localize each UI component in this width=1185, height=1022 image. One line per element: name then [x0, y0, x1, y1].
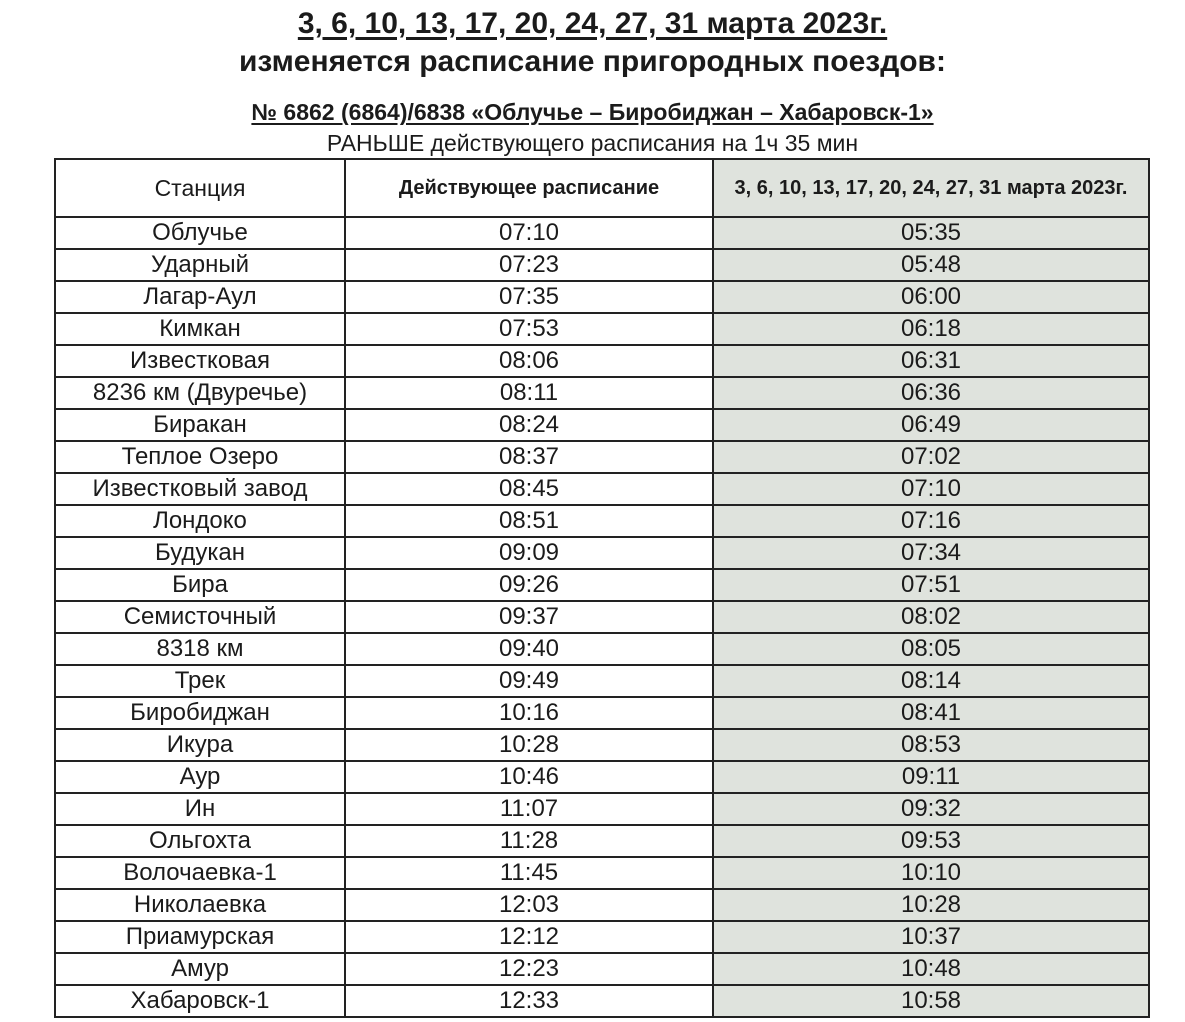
- station-cell: Семисточный: [55, 601, 345, 633]
- station-cell: Ольгохта: [55, 825, 345, 857]
- table-row: [55, 377, 1149, 409]
- current-time-cell: 12:23: [345, 953, 713, 985]
- table-row: [55, 953, 1149, 985]
- station-cell: Теплое Озеро: [55, 441, 345, 473]
- current-time-cell: 10:16: [345, 697, 713, 729]
- table-row: [55, 857, 1149, 889]
- current-time-cell: 10:46: [345, 761, 713, 793]
- station-cell: Известковый завод: [55, 473, 345, 505]
- table-row: [55, 217, 1149, 249]
- dates-title: 3, 6, 10, 13, 17, 20, 24, 27, 31 марта 2023г.: [297, 7, 888, 40]
- new-time-cell: 06:18: [713, 313, 1149, 345]
- new-time-cell: 08:53: [713, 729, 1149, 761]
- station-cell: Облучье: [55, 217, 345, 249]
- table-row: [55, 537, 1149, 569]
- new-time-cell: 09:32: [713, 793, 1149, 825]
- current-time-cell: 07:23: [345, 249, 713, 281]
- station-cell: Лондоко: [55, 505, 345, 537]
- table-row: [55, 729, 1149, 761]
- new-time-cell: 09:53: [713, 825, 1149, 857]
- table-row: [55, 761, 1149, 793]
- new-time-cell: 08:14: [713, 665, 1149, 697]
- current-time-cell: 08:24: [345, 409, 713, 441]
- table-row: [55, 569, 1149, 601]
- station-cell: Трек: [55, 665, 345, 697]
- current-time-cell: 08:51: [345, 505, 713, 537]
- new-time-cell: 07:51: [713, 569, 1149, 601]
- station-cell: Бира: [55, 569, 345, 601]
- table-row: [55, 601, 1149, 633]
- new-time-cell: 05:48: [713, 249, 1149, 281]
- table-row: [55, 249, 1149, 281]
- schedule-change-subtitle: изменяется расписание пригородных поездов:: [238, 45, 946, 78]
- station-cell: Приамурская: [55, 921, 345, 953]
- table-row: [55, 441, 1149, 473]
- current-time-cell: 11:45: [345, 857, 713, 889]
- current-time-cell: 07:53: [345, 313, 713, 345]
- new-time-cell: 10:37: [713, 921, 1149, 953]
- new-time-cell: 08:05: [713, 633, 1149, 665]
- table-row: [55, 985, 1149, 1017]
- column-header-new-schedule: 3, 6, 10, 13, 17, 20, 24, 27, 31 марта 2023г.: [713, 159, 1149, 217]
- new-time-cell: 07:10: [713, 473, 1149, 505]
- current-time-cell: 07:35: [345, 281, 713, 313]
- table-row: [55, 697, 1149, 729]
- table-row: [55, 505, 1149, 537]
- new-time-cell: 07:34: [713, 537, 1149, 569]
- station-cell: Ударный: [55, 249, 345, 281]
- new-time-cell: 07:16: [713, 505, 1149, 537]
- train-route-title: № 6862 (6864)/6838 «Облучье – Биробиджан – Хабаровск-1»: [251, 99, 934, 125]
- station-cell: Николаевка: [55, 889, 345, 921]
- station-cell: Известковая: [55, 345, 345, 377]
- new-time-cell: 08:02: [713, 601, 1149, 633]
- current-time-cell: 09:40: [345, 633, 713, 665]
- station-cell: Будукан: [55, 537, 345, 569]
- shift-note: РАНЬШЕ действующего расписания на 1ч 35 мин: [326, 130, 859, 156]
- current-time-cell: 12:03: [345, 889, 713, 921]
- current-time-cell: 09:37: [345, 601, 713, 633]
- current-time-cell: 11:28: [345, 825, 713, 857]
- current-time-cell: 08:06: [345, 345, 713, 377]
- station-cell: 8236 км (Двуречье): [55, 377, 345, 409]
- current-time-cell: 10:28: [345, 729, 713, 761]
- table-row: [55, 825, 1149, 857]
- current-time-cell: 09:26: [345, 569, 713, 601]
- new-time-cell: 05:35: [713, 217, 1149, 249]
- table-row: [55, 473, 1149, 505]
- table-row: [55, 313, 1149, 345]
- new-time-cell: 06:36: [713, 377, 1149, 409]
- table-row: [55, 281, 1149, 313]
- station-cell: Лагар-Аул: [55, 281, 345, 313]
- current-time-cell: 12:12: [345, 921, 713, 953]
- station-cell: 8318 км: [55, 633, 345, 665]
- current-time-cell: 08:37: [345, 441, 713, 473]
- schedule-table-header: [55, 159, 1149, 217]
- current-time-cell: 09:09: [345, 537, 713, 569]
- new-time-cell: 06:00: [713, 281, 1149, 313]
- table-row: [55, 345, 1149, 377]
- station-cell: Кимкан: [55, 313, 345, 345]
- new-time-cell: 10:10: [713, 857, 1149, 889]
- new-time-cell: 10:58: [713, 985, 1149, 1017]
- table-row: [55, 889, 1149, 921]
- station-cell: Икура: [55, 729, 345, 761]
- new-time-cell: 07:02: [713, 441, 1149, 473]
- new-time-cell: 06:31: [713, 345, 1149, 377]
- current-time-cell: 09:49: [345, 665, 713, 697]
- current-time-cell: 08:11: [345, 377, 713, 409]
- table-row: [55, 921, 1149, 953]
- station-cell: Амур: [55, 953, 345, 985]
- current-time-cell: 12:33: [345, 985, 713, 1017]
- table-row: [55, 409, 1149, 441]
- new-time-cell: 06:49: [713, 409, 1149, 441]
- new-time-cell: 09:11: [713, 761, 1149, 793]
- current-time-cell: 11:07: [345, 793, 713, 825]
- station-cell: Ин: [55, 793, 345, 825]
- schedule-table: [54, 158, 1150, 1018]
- column-header-current-schedule: Действующее расписание: [345, 159, 713, 217]
- schedule-table-body: [55, 217, 1149, 1017]
- station-cell: Аур: [55, 761, 345, 793]
- current-time-cell: 07:10: [345, 217, 713, 249]
- station-cell: Биракан: [55, 409, 345, 441]
- station-cell: Биробиджан: [55, 697, 345, 729]
- table-row: [55, 633, 1149, 665]
- new-time-cell: 10:28: [713, 889, 1149, 921]
- station-cell: Хабаровск-1: [55, 985, 345, 1017]
- station-cell: Волочаевка-1: [55, 857, 345, 889]
- header-row: [55, 159, 1149, 217]
- new-time-cell: 10:48: [713, 953, 1149, 985]
- current-time-cell: 08:45: [345, 473, 713, 505]
- table-row: [55, 793, 1149, 825]
- column-header-station: Станция: [55, 159, 345, 217]
- table-row: [55, 665, 1149, 697]
- new-time-cell: 08:41: [713, 697, 1149, 729]
